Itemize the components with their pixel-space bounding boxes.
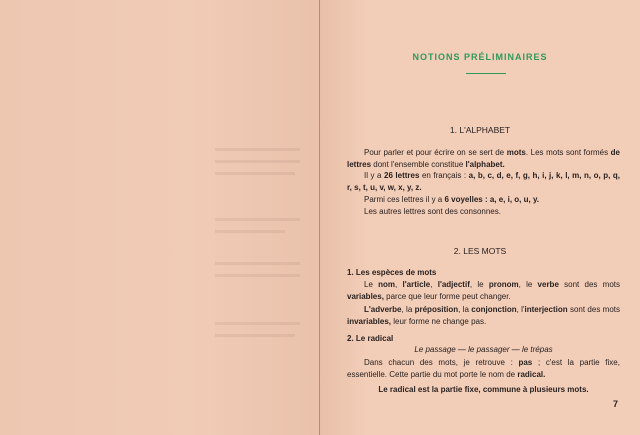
bold-text: conjonction — [471, 305, 517, 314]
bold-text: de lettres — [347, 148, 621, 169]
bold-text: pronom — [488, 280, 519, 289]
paragraph — [347, 194, 620, 206]
bold-text: 6 voyelles : a, e, i, o, u, y. — [444, 195, 540, 204]
paragraph — [347, 170, 620, 194]
bold-text: l'article — [402, 280, 431, 289]
paragraph — [347, 279, 620, 303]
bold-text: pas — [518, 358, 533, 367]
bold-text: l'adjectif — [437, 280, 470, 289]
text-run: , le — [469, 280, 489, 289]
text-run: , — [395, 280, 403, 289]
text-run: leur forme ne change pas. — [391, 317, 487, 326]
bold-text: L'adverbe — [364, 305, 402, 314]
text-run: sont des mots — [567, 305, 620, 314]
text-run: , la — [401, 305, 415, 314]
subheading-radical: 2. Le radical — [347, 334, 394, 343]
paragraph — [347, 206, 620, 218]
text-run: dont l'ensemble constitue — [371, 160, 466, 169]
left-page-blank — [0, 0, 319, 435]
text-run: sont des mots — [558, 280, 621, 289]
bold-text: nom — [378, 280, 396, 289]
text-run: Dans chacun des mots, je retrouve : — [364, 358, 519, 367]
text-run: , — [430, 280, 438, 289]
text-run: en français : — [419, 171, 469, 180]
text-run: , la — [458, 305, 472, 314]
paragraph — [347, 357, 620, 381]
bold-text: radical. — [517, 370, 546, 379]
section-heading-alphabet: 1. L'ALPHABET — [449, 125, 511, 135]
bold-text: verbe — [537, 280, 559, 289]
italic-text: Le passage — le passager — le trépas — [414, 345, 553, 354]
text-run: Il y a — [364, 171, 384, 180]
text-run: , le — [518, 280, 538, 289]
bold-text: mots — [506, 148, 526, 157]
text-run: . Les mots sont formés — [525, 148, 611, 157]
paragraph — [347, 147, 620, 171]
bold-text: invariables, — [347, 317, 392, 326]
chapter-title: NOTIONS PRÉLIMINAIRES — [412, 52, 548, 62]
section-heading-mots: 2. LES MOTS — [453, 246, 507, 256]
bold-text: l'alphabet. — [465, 160, 505, 169]
bold-text: préposition — [414, 305, 459, 314]
bold-text: a, b, c, d, e, f, g, h, i, j, k, l, m, n, o, p, q, r, s, t, u, v, w, x, y, z. — [347, 171, 621, 192]
bold-text: interjection — [524, 305, 568, 314]
text-run: ; c'est la partie fixe, essentielle. Cette partie du mot porte le nom de — [347, 358, 620, 379]
text-run: Parmi ces lettres il y a — [364, 195, 445, 204]
title-underline — [466, 73, 506, 74]
page-number: 7 — [613, 399, 619, 409]
example-line — [347, 344, 620, 356]
rule-statement — [347, 384, 620, 396]
text-run: Pour parler et pour écrire on se sert de — [364, 148, 507, 157]
bold-text: Le radical est la partie fixe, commune à plusieurs mots. — [378, 385, 589, 394]
text-run: Le — [364, 280, 379, 289]
text-run: Les autres lettres sont des consonnes. — [364, 207, 501, 216]
bold-text: variables, — [347, 292, 384, 301]
text-run: parce que leur forme peut changer. — [383, 292, 511, 301]
text-run: , l' — [516, 305, 525, 314]
paragraph — [347, 304, 620, 328]
bold-text: 26 lettres — [384, 171, 420, 180]
subheading-especes: 1. Les espèces de mots — [347, 268, 437, 277]
